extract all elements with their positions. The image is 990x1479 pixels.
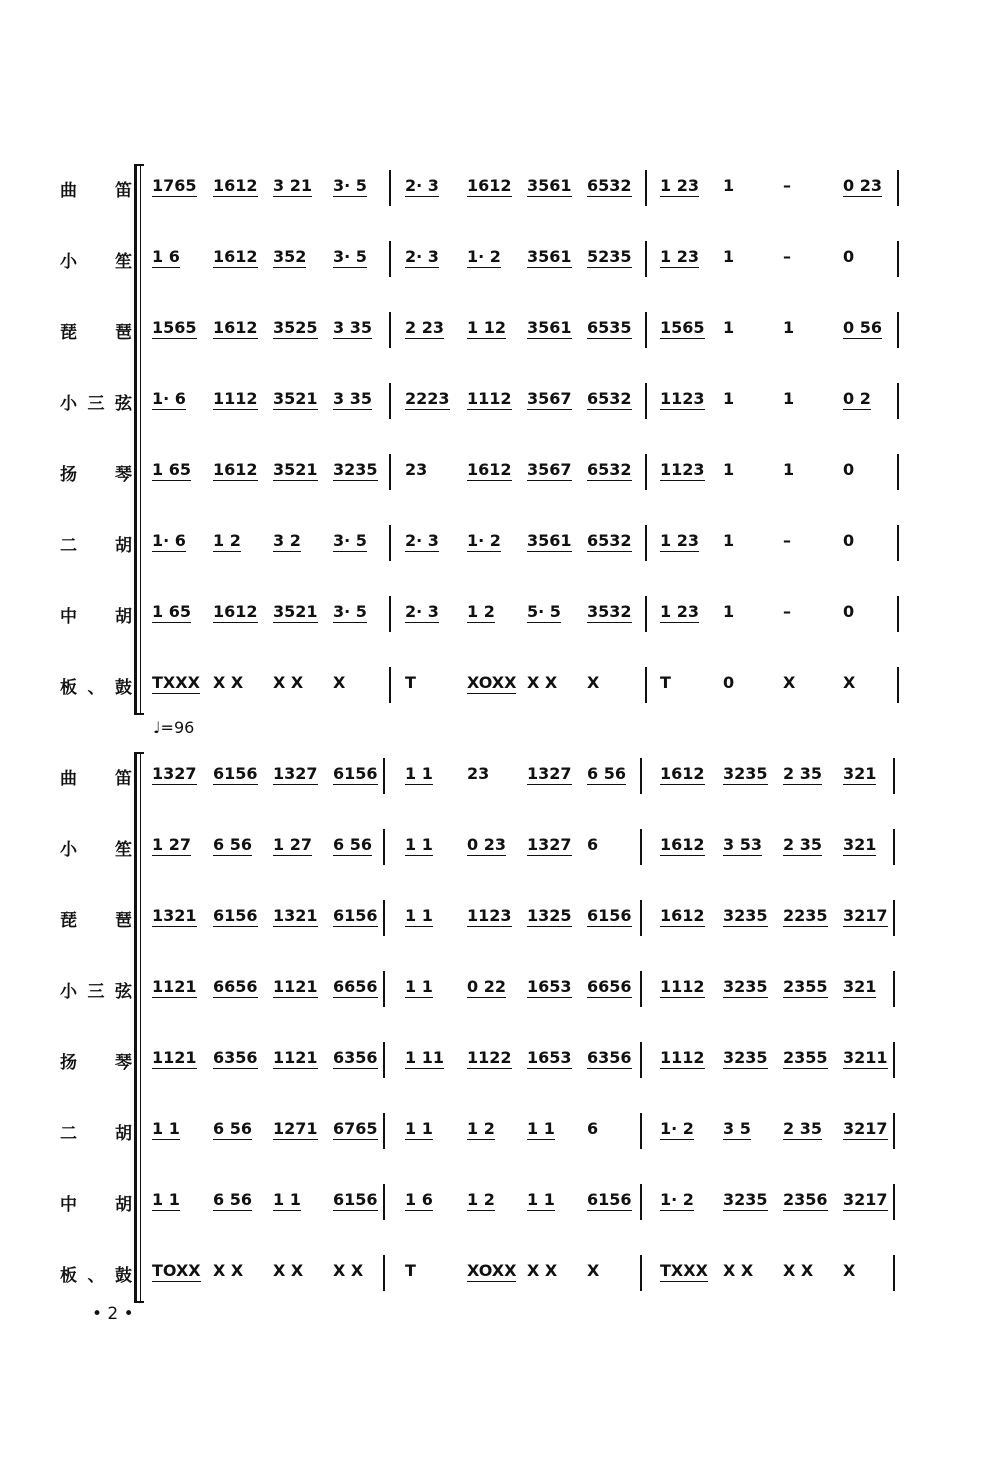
note-group: X X [333,1261,364,1280]
note-group: 1 6 [405,1190,433,1209]
note-group: 1612 [467,460,512,479]
instrument-row [0,304,990,374]
note-group: – [783,531,791,550]
note-group: 1612 [213,460,258,479]
note-group: – [783,176,791,195]
bar-line [389,312,391,348]
note-group: TOXX [152,1261,201,1280]
bar-line [893,1113,895,1149]
note-group: 1112 [467,389,512,408]
note-group: 3211 [843,1048,888,1067]
note-group: 1 [783,389,795,408]
instrument-name: 曲 笛 [60,181,132,201]
note-group: 3561 [527,176,572,195]
note-group: 3525 [273,318,318,337]
note-group: 1121 [273,1048,318,1067]
instrument-name: 中 胡 [60,607,132,627]
note-group: 0 [723,673,735,692]
bar-line [389,170,391,206]
note-group: 3 35 [333,389,372,408]
note-group: 1 2 [467,1190,495,1209]
note-group: 3561 [527,247,572,266]
note-group: 1 1 [405,977,433,996]
note-group: 3521 [273,389,318,408]
note-group: 2 35 [783,1119,822,1138]
bar-line [389,454,391,490]
bar-line [893,1184,895,1220]
note-group: 3 5 [723,1119,751,1138]
note-group: 6656 [213,977,258,996]
note-group: 1 [723,318,735,337]
note-group: 1 [723,247,735,266]
note-group: X X [527,673,558,692]
note-group: 1121 [152,977,197,996]
note-group: 2355 [783,1048,828,1067]
instrument-name: 小三弦 [60,394,132,414]
note-group: 3 2 [273,531,301,550]
note-group: 6 56 [213,835,252,854]
note-group: 1 [723,389,735,408]
note-group: 6 56 [333,835,372,854]
note-group: X X [783,1261,814,1280]
note-group: 1 23 [660,531,699,550]
instrument-row [0,750,990,820]
note-group: 3561 [527,318,572,337]
note-group: 6532 [587,176,632,195]
note-group: 3 21 [273,176,312,195]
bar-line [383,1255,385,1291]
note-group: 6156 [333,764,378,783]
note-group: 3217 [843,1190,888,1209]
note-group: 1 23 [660,602,699,621]
note-group: 0 [843,531,855,550]
note-group: 1 6 [152,247,180,266]
note-group: 3· 5 [333,531,367,550]
bar-line [640,1255,642,1291]
note-group: X [587,673,600,692]
note-group: 3· 5 [333,602,367,621]
note-group: T [405,1261,416,1280]
note-group: 1 1 [152,1190,180,1209]
note-group: 1327 [273,764,318,783]
note-group: 1 [723,531,735,550]
note-group: 1612 [467,176,512,195]
bar-line [645,170,647,206]
note-group: 3235 [723,1190,768,1209]
bar-line [383,758,385,794]
note-group: 23 [467,764,490,783]
note-group: 1112 [660,1048,705,1067]
note-group: 6356 [587,1048,632,1067]
note-group: 1612 [213,602,258,621]
note-group: 6765 [333,1119,378,1138]
note-group: 321 [843,764,877,783]
note-group: 6 56 [587,764,626,783]
instrument-name: 二 胡 [60,1124,132,1144]
note-group: 1 27 [152,835,191,854]
note-group: 0 [843,460,855,479]
note-group: 6156 [213,906,258,925]
note-group: 2235 [783,906,828,925]
instrument-name: 曲 笛 [60,769,132,789]
note-group: 1 27 [273,835,312,854]
note-group: 1 23 [660,247,699,266]
instrument-row [0,659,990,729]
note-group: 6656 [333,977,378,996]
bar-line [893,829,895,865]
bar-line [897,170,899,206]
note-group: 6156 [333,906,378,925]
note-group: X X [213,1261,244,1280]
note-group: 1612 [660,835,705,854]
note-group: 1327 [527,764,572,783]
page-number: • 2 • [92,1304,134,1324]
bar-line [645,525,647,561]
note-group: 2· 3 [405,531,439,550]
note-group: 1· 2 [660,1119,694,1138]
note-group: TXXX [660,1261,708,1280]
note-group: 1 [783,318,795,337]
note-group: 3235 [723,1048,768,1067]
bar-line [640,829,642,865]
note-group: 3217 [843,906,888,925]
instrument-row [0,1034,990,1104]
note-group: 23 [405,460,428,479]
note-group: 1 1 [527,1119,555,1138]
note-group: 1· 6 [152,531,186,550]
instrument-name: 琵 琶 [60,911,132,931]
instrument-row [0,1105,990,1175]
note-group: 1321 [273,906,318,925]
instrument-name: 小 笙 [60,840,132,860]
note-group: 6 [587,835,599,854]
instrument-name: 小 笙 [60,252,132,272]
note-group: 2· 3 [405,176,439,195]
note-group: X X [273,673,304,692]
note-group: 3· 5 [333,247,367,266]
note-group: 1121 [152,1048,197,1067]
note-group: TXXX [152,673,200,692]
bar-line [645,383,647,419]
instrument-row [0,517,990,587]
note-group: 3235 [723,977,768,996]
bar-line [640,900,642,936]
note-group: 1565 [660,318,705,337]
note-group: 3235 [723,764,768,783]
bar-line [645,454,647,490]
note-group: XOXX [467,673,517,692]
note-group: 1· 6 [152,389,186,408]
note-group: 1 12 [467,318,506,337]
note-group: 0 23 [843,176,882,195]
bar-line [389,596,391,632]
note-group: 1 1 [527,1190,555,1209]
instrument-name: 琵 琶 [60,323,132,343]
instrument-row [0,375,990,445]
tempo-marking: ♩=96 [153,718,195,737]
bar-line [893,758,895,794]
instrument-name: 小三弦 [60,982,132,1002]
score-system [0,162,990,730]
bar-line [389,667,391,703]
note-group: 3521 [273,602,318,621]
instrument-name: 扬 琴 [60,465,132,485]
note-group: 2 35 [783,835,822,854]
bar-line [383,900,385,936]
instrument-name: 板、鼓 [60,678,132,698]
note-group: 1 1 [405,764,433,783]
note-group: 1122 [467,1048,512,1067]
note-group: 6156 [587,906,632,925]
note-group: 1· 2 [660,1190,694,1209]
bar-line [897,596,899,632]
note-group: 1 [723,176,735,195]
note-group: 3567 [527,389,572,408]
note-group: 2223 [405,389,450,408]
note-group: – [783,247,791,266]
instrument-name: 扬 琴 [60,1053,132,1073]
note-group: X X [273,1261,304,1280]
bar-line [893,900,895,936]
note-group: 1 [723,602,735,621]
note-group: 1565 [152,318,197,337]
note-group: 1 2 [467,1119,495,1138]
note-group: 0 2 [843,389,871,408]
bar-line [383,1113,385,1149]
note-group: 1321 [152,906,197,925]
bar-line [389,383,391,419]
bar-line [383,1042,385,1078]
bar-line [645,241,647,277]
instrument-name: 二 胡 [60,536,132,556]
note-group: 321 [843,977,877,996]
note-group: 6356 [213,1048,258,1067]
note-group: 352 [273,247,307,266]
note-group: 1123 [660,389,705,408]
note-group: 1· 2 [467,531,501,550]
instrument-row [0,588,990,658]
note-group: 1 1 [405,906,433,925]
instrument-row [0,162,990,232]
bar-line [897,454,899,490]
note-group: X X [213,673,244,692]
note-group: 1325 [527,906,572,925]
note-group: 1121 [273,977,318,996]
note-group: 1112 [660,977,705,996]
note-group: 1 1 [273,1190,301,1209]
note-group: 2· 3 [405,602,439,621]
bar-line [897,241,899,277]
note-group: 6356 [333,1048,378,1067]
bar-line [640,758,642,794]
instrument-row [0,1176,990,1246]
bar-line [897,383,899,419]
note-group: 1271 [273,1119,318,1138]
note-group: 6535 [587,318,632,337]
note-group: 6156 [333,1190,378,1209]
note-group: 0 23 [467,835,506,854]
bar-line [389,241,391,277]
note-group: 3521 [273,460,318,479]
bar-line [893,1042,895,1078]
note-group: 321 [843,835,877,854]
note-group: 1112 [213,389,258,408]
bar-line [640,1184,642,1220]
note-group: 0 56 [843,318,882,337]
bar-line [893,971,895,1007]
note-group: 6156 [213,764,258,783]
note-group: X [843,673,856,692]
note-group: 3532 [587,602,632,621]
note-group: 1· 2 [467,247,501,266]
note-group: 1 2 [467,602,495,621]
bar-line [383,971,385,1007]
note-group: 2· 3 [405,247,439,266]
note-group: T [660,673,671,692]
note-group: 6532 [587,460,632,479]
bar-line [640,1113,642,1149]
note-group: 1 23 [660,176,699,195]
note-group: 1 1 [152,1119,180,1138]
note-group: 3567 [527,460,572,479]
bar-line [897,525,899,561]
note-group: 1123 [467,906,512,925]
instrument-row [0,1247,990,1317]
note-group: 1653 [527,977,572,996]
note-group: 3· 5 [333,176,367,195]
note-group: 6156 [587,1190,632,1209]
note-group: 1 65 [152,602,191,621]
note-group: 2 23 [405,318,444,337]
note-group: 1 65 [152,460,191,479]
note-group: 6 56 [213,1119,252,1138]
bar-line [645,596,647,632]
instrument-row [0,963,990,1033]
note-group: X X [723,1261,754,1280]
instrument-row [0,233,990,303]
note-group: 1 [723,460,735,479]
note-group: 1 1 [405,835,433,854]
note-group: 3235 [723,906,768,925]
note-group: – [783,602,791,621]
note-group: T [405,673,416,692]
instrument-row [0,821,990,891]
bar-line [893,1255,895,1291]
bar-line [645,667,647,703]
note-group: 3 35 [333,318,372,337]
note-group: 1327 [527,835,572,854]
note-group: XOXX [467,1261,517,1280]
bar-line [389,525,391,561]
note-group: 5· 5 [527,602,561,621]
note-group: X X [527,1261,558,1280]
bar-line [383,1184,385,1220]
note-group: 1612 [213,176,258,195]
score-system [0,750,990,1318]
note-group: 1 2 [213,531,241,550]
bar-line [897,312,899,348]
note-group: 1 1 [405,1119,433,1138]
note-group: X [587,1261,600,1280]
note-group: 3561 [527,531,572,550]
bar-line [645,312,647,348]
note-group: 0 [843,247,855,266]
note-group: 6532 [587,531,632,550]
note-group: 3235 [333,460,378,479]
note-group: 1612 [660,906,705,925]
note-group: X [843,1261,856,1280]
note-group: 1123 [660,460,705,479]
bar-line [383,829,385,865]
note-group: X [333,673,346,692]
note-group: 1653 [527,1048,572,1067]
note-group: 0 [843,602,855,621]
note-group: 1327 [152,764,197,783]
bar-line [640,1042,642,1078]
note-group: 6 56 [213,1190,252,1209]
note-group: 1 [783,460,795,479]
bar-line [897,667,899,703]
note-group: 1612 [213,247,258,266]
note-group: 1612 [660,764,705,783]
note-group: 5235 [587,247,632,266]
note-group: 2 35 [783,764,822,783]
note-group: X [783,673,796,692]
note-group: 6 [587,1119,599,1138]
instrument-name: 板、鼓 [60,1266,132,1286]
instrument-row [0,446,990,516]
instrument-row [0,892,990,962]
note-group: 6656 [587,977,632,996]
note-group: 0 22 [467,977,506,996]
note-group: 1765 [152,176,197,195]
note-group: 2356 [783,1190,828,1209]
note-group: 6532 [587,389,632,408]
note-group: 2355 [783,977,828,996]
note-group: 1612 [213,318,258,337]
note-group: 1 11 [405,1048,444,1067]
instrument-name: 中 胡 [60,1195,132,1215]
note-group: 3 53 [723,835,762,854]
note-group: 3217 [843,1119,888,1138]
bar-line [640,971,642,1007]
